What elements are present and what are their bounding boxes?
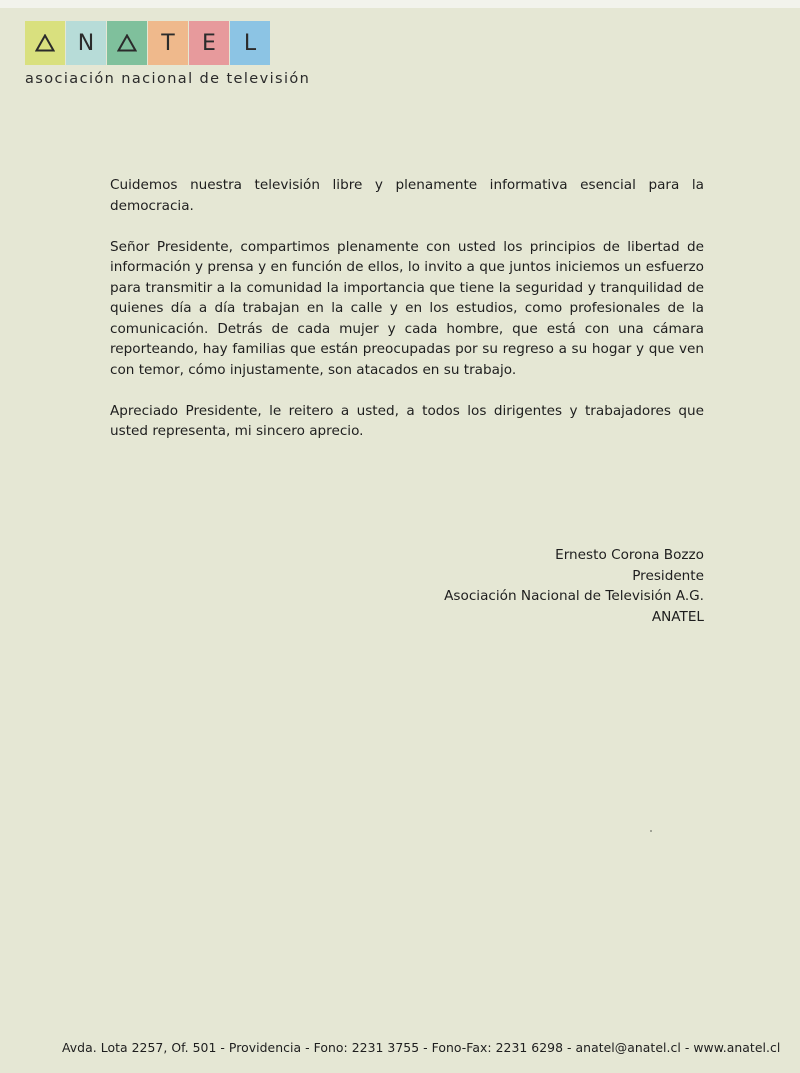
- paragraph-intro: Cuidemos nuestra televisión libre y plenamente informativa esencial para la democracia.: [110, 177, 704, 214]
- signature-block: [444, 545, 704, 627]
- logo-tile-a-triangle-2: [107, 21, 147, 65]
- signer-acronym: ANATEL: [651, 608, 704, 625]
- signer-organization: Asociación Nacional de Televisión A.G.: [444, 588, 704, 604]
- letter-body: [110, 175, 704, 462]
- signer-name: Ernesto Corona Bozzo: [555, 547, 704, 563]
- footer-contact: Avda. Lota 2257, Of. 501 - Providencia - Fono: 2231 3755 - Fono-Fax: 2231 6298 - anatel@anatel.cl - www.anatel.cl: [62, 1040, 781, 1055]
- logo-tile-n: N: [66, 21, 106, 65]
- triangle-a-icon: [117, 34, 137, 52]
- logo-tile-t: T: [148, 21, 188, 65]
- logo-tile-e: E: [189, 21, 229, 65]
- paragraph-main: Señor Presidente, compartimos plenamente con usted los principios de libertad de información y prensa y en función de ellos, lo invito a que juntos iniciemos un esfuerzo para transmitir a la comunidad la importancia que tiene la seguridad y tranquilidad de quienes día a día trabajan en la calle y en los estudios, como profesionales de la comunicación. Detrás de cada mujer y cada hombre, que está con una cámara reporteando, hay familias que están preocupadas por su regreso a su hogar y que ven con temor, cómo injustamente, son atacados en su trabajo.: [110, 238, 704, 378]
- triangle-a-icon: [35, 34, 55, 52]
- paper-speck: [650, 830, 652, 832]
- logo-tile-a-triangle: [25, 21, 65, 65]
- logo-tiles: [25, 21, 325, 65]
- signer-title: Presidente: [632, 567, 704, 584]
- logo-tagline: asociación nacional de televisión: [25, 71, 311, 87]
- anatel-logo: [25, 21, 325, 87]
- logo-tile-l: L: [230, 21, 270, 65]
- scan-edge: [0, 0, 800, 8]
- paragraph-closing: Apreciado Presidente, le reitero a usted, a todos los dirigentes y trabajadores que usted representa, mi sincero aprecio.: [110, 402, 704, 439]
